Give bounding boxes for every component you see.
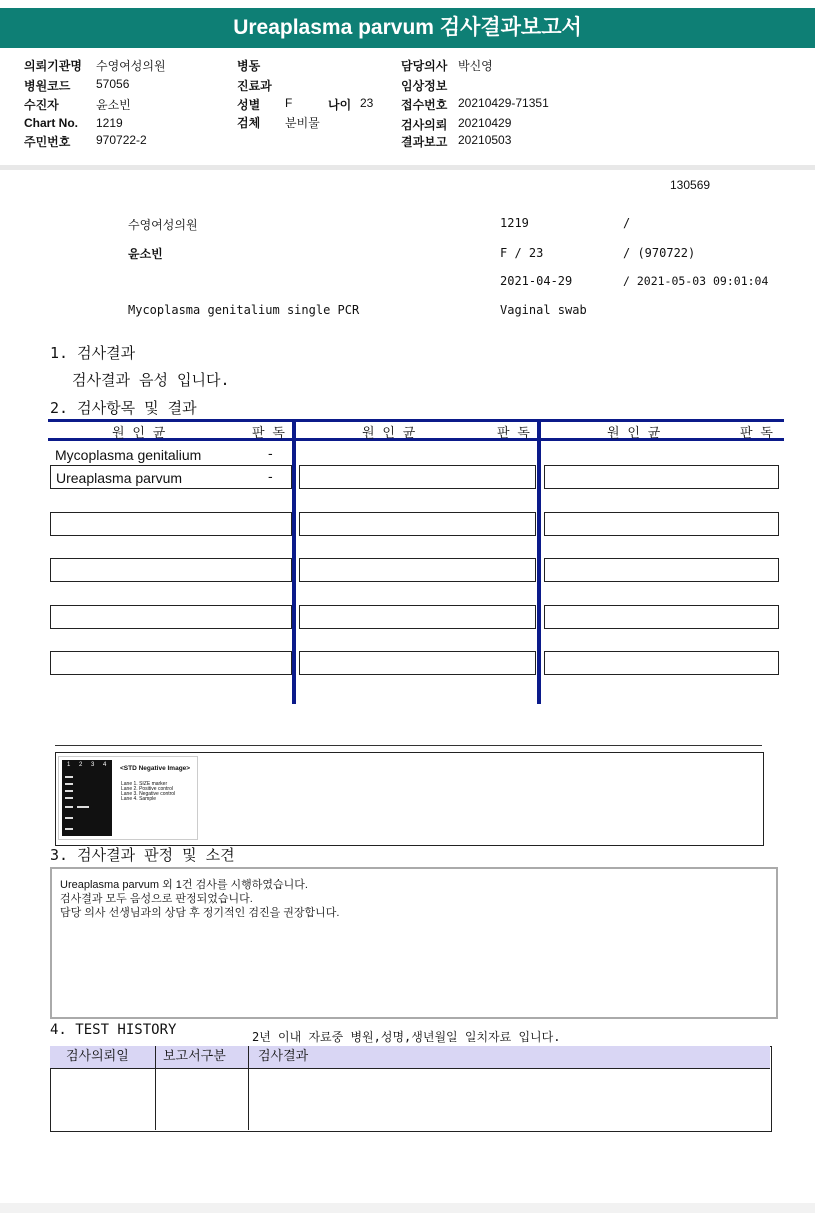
hospital-code-label: 병원코드 bbox=[24, 79, 71, 93]
col-pathogen-header-1: 원 인 균 bbox=[112, 426, 166, 441]
gel-lane-2: 2 bbox=[79, 762, 83, 768]
report-code: 130569 bbox=[670, 178, 711, 192]
result-cell-box bbox=[299, 651, 536, 675]
history-col-report-type: 보고서구분 bbox=[163, 1049, 226, 1064]
section2-heading: 2. 검사항목 및 결과 bbox=[50, 399, 197, 417]
summary-institution: 수영여성의원 bbox=[128, 218, 198, 232]
col-judgement-header-3: 판 독 bbox=[740, 426, 773, 441]
specimen-value: 분비물 bbox=[285, 116, 320, 130]
result-row-1-name: Mycoplasma genitalium bbox=[55, 447, 202, 463]
summary-slash: / bbox=[623, 216, 631, 230]
receipt-no-label: 접수번호 bbox=[401, 98, 448, 112]
history-table-header bbox=[50, 1046, 770, 1069]
opinion-line-2: 검사결과 모두 음성으로 판정되었습니다. bbox=[60, 893, 253, 905]
result-cell-box bbox=[50, 512, 292, 536]
results-column-divider-1 bbox=[292, 419, 296, 704]
history-col-divider bbox=[248, 1046, 249, 1130]
patient-value: 윤소빈 bbox=[96, 98, 131, 112]
col-pathogen-header-3: 원 인 균 bbox=[607, 426, 661, 441]
age-label: 나이 bbox=[328, 98, 352, 112]
history-note: 2년 이내 자료중 병원,성명,생년월일 일치자료 입니다. bbox=[252, 1030, 561, 1044]
gel-band bbox=[65, 817, 73, 819]
result-cell-box bbox=[299, 605, 536, 629]
doctor-value: 박신영 bbox=[458, 59, 493, 73]
header-separator bbox=[0, 165, 815, 170]
resident-no-label: 주민번호 bbox=[24, 135, 71, 149]
summary-sex-age: F / 23 bbox=[500, 246, 544, 260]
opinion-line-1: Ureaplasma parvum 외 1건 검사를 시행하였습니다. bbox=[60, 879, 308, 891]
result-cell-box bbox=[50, 558, 292, 582]
dept-label: 진료과 bbox=[237, 79, 272, 93]
gel-band bbox=[65, 797, 73, 799]
col-pathogen-header-2: 원 인 균 bbox=[362, 426, 416, 441]
result-row-2-name: Ureaplasma parvum bbox=[56, 470, 183, 486]
section1-result: 검사결과 음성 입니다. bbox=[72, 371, 230, 389]
section3-heading: 3. 검사결과 판정 및 소견 bbox=[50, 846, 235, 864]
gel-legend-1: Lane 1. SIZE marker bbox=[121, 781, 168, 787]
gel-band bbox=[65, 790, 73, 792]
history-col-divider bbox=[155, 1046, 156, 1130]
report-date-label: 결과보고 bbox=[401, 135, 448, 149]
sex-label: 성별 bbox=[237, 98, 261, 112]
results-column-divider-2 bbox=[537, 419, 541, 704]
summary-request-date: 2021-04-29 bbox=[500, 274, 573, 288]
patient-label: 수진자 bbox=[24, 98, 59, 112]
doctor-label: 담당의사 bbox=[401, 59, 448, 73]
col-judgement-header-2: 판 독 bbox=[497, 426, 530, 441]
result-cell-box bbox=[50, 605, 292, 629]
institution-label: 의뢰기관명 bbox=[24, 59, 82, 73]
gel-legend-4: Lane 4. Sample bbox=[121, 796, 157, 802]
result-cell-box bbox=[544, 651, 779, 675]
chart-no-label: Chart No. bbox=[24, 116, 78, 130]
report-date-value: 20210503 bbox=[458, 133, 512, 147]
result-cell-box bbox=[544, 465, 779, 489]
gel-top-rule bbox=[55, 745, 762, 746]
gel-band bbox=[65, 806, 73, 808]
ward-label: 병동 bbox=[237, 59, 261, 73]
gel-lane-1: 1 bbox=[67, 762, 71, 768]
gel-legend-3: Lane 3. Negative control bbox=[121, 791, 176, 797]
summary-specimen: Vaginal swab bbox=[500, 303, 587, 317]
gel-title: <STD Negative Image> bbox=[120, 765, 191, 772]
gel-band bbox=[65, 776, 73, 778]
section1-heading: 1. 검사결과 bbox=[50, 344, 136, 362]
chart-no-value: 1219 bbox=[96, 116, 123, 130]
request-date-label: 검사의뢰 bbox=[401, 118, 448, 132]
result-cell-box bbox=[50, 651, 292, 675]
gel-legend-2: Lane 2. Positive control bbox=[121, 786, 173, 792]
request-date-value: 20210429 bbox=[458, 116, 512, 130]
opinion-line-3: 담당 의사 선생님과의 상담 후 정기적인 검진을 권장합니다. bbox=[60, 907, 340, 919]
history-col-result: 검사결과 bbox=[258, 1049, 309, 1064]
gel-band bbox=[77, 806, 89, 808]
gel-band bbox=[65, 783, 73, 785]
receipt-no-value: 20210429-71351 bbox=[458, 96, 549, 110]
result-row-1-value: - bbox=[268, 445, 273, 461]
summary-birth: / (970722) bbox=[623, 246, 696, 260]
result-cell-box bbox=[544, 512, 779, 536]
age-value: 23 bbox=[360, 96, 374, 110]
specimen-label: 검체 bbox=[237, 116, 261, 130]
resident-no-value: 970722-2 bbox=[96, 133, 147, 147]
result-cell-box bbox=[299, 512, 536, 536]
gel-lane-3: 3 bbox=[91, 762, 95, 768]
section4-heading: 4. TEST HISTORY bbox=[50, 1022, 177, 1038]
result-cell-box bbox=[544, 558, 779, 582]
hospital-code-value: 57056 bbox=[96, 77, 130, 91]
col-judgement-header-1: 판 독 bbox=[252, 426, 285, 441]
result-cell-box bbox=[544, 605, 779, 629]
summary-test-name: Mycoplasma genitalium single PCR bbox=[128, 303, 360, 317]
clinical-info-label: 임상정보 bbox=[401, 79, 448, 93]
summary-report-datetime: / 2021-05-03 09:01:04 bbox=[623, 274, 769, 288]
result-cell-box bbox=[299, 465, 536, 489]
gel-band bbox=[65, 828, 73, 830]
institution-value: 수영여성의원 bbox=[96, 59, 166, 73]
institution-row bbox=[24, 57, 82, 74]
summary-patient: 윤소빈 bbox=[128, 247, 163, 261]
result-row-2-value: - bbox=[268, 468, 273, 484]
history-col-request-date: 검사의뢰일 bbox=[66, 1049, 129, 1064]
summary-chart-no: 1219 bbox=[500, 216, 529, 230]
result-cell-box bbox=[299, 558, 536, 582]
gel-lane-4: 4 bbox=[103, 762, 107, 768]
sex-value: F bbox=[285, 96, 293, 110]
report-title: Ureaplasma parvum 검사결과보고서 bbox=[0, 8, 815, 48]
